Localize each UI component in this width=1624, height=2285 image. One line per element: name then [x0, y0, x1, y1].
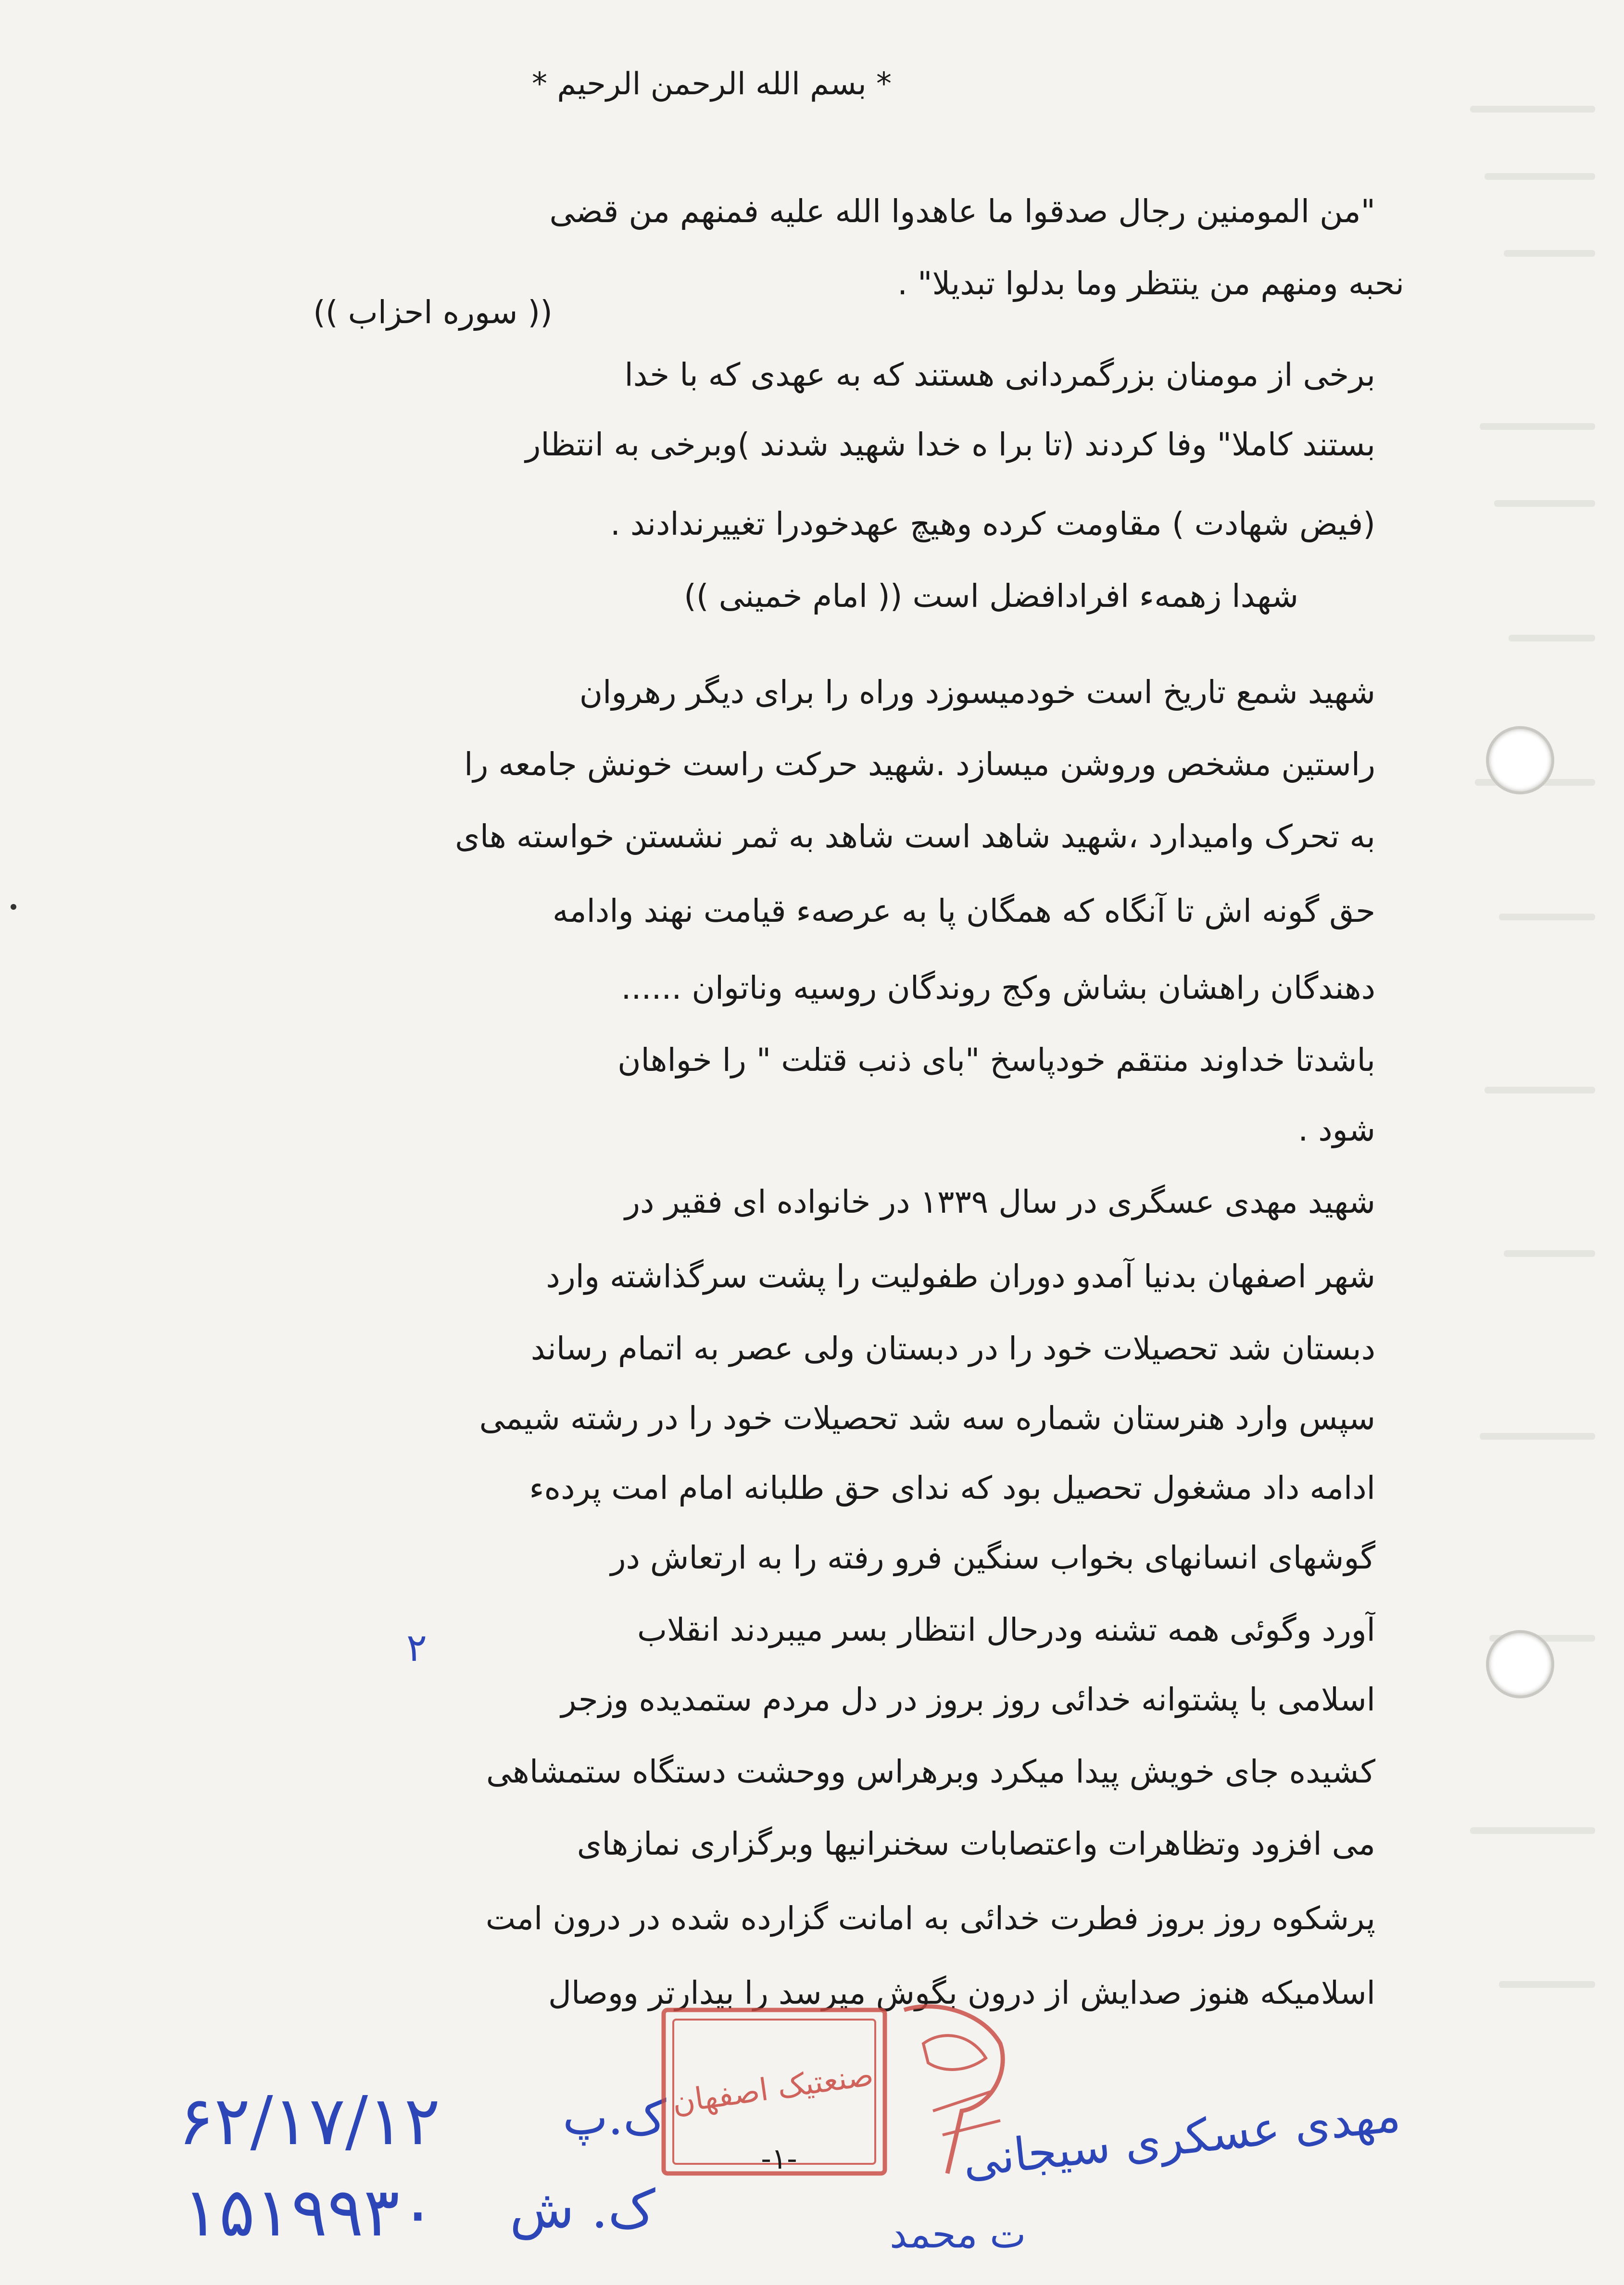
quote-line-1: "من المومنین رجال صدقوا ما عاهدوا الله علیه فمنهم من قضی — [549, 193, 1375, 230]
handwritten-signature: ت محمد — [890, 2212, 1026, 2257]
handwritten-margin-mark: ۲ — [406, 1625, 427, 1670]
paragraph-3-line-4: سپس وارد هنرستان شماره سه شد تحصیلات خود را در رشته شیمی — [479, 1400, 1375, 1437]
handwritten-code-1: ک.پ — [563, 2089, 667, 2146]
paragraph-3-line-6: گوشهای انسانهای بخواب سنگین فرو رفته را به ارتعاش در — [610, 1539, 1375, 1576]
paragraph-1-line-1: برخی از مومنان بزرگمردانی هستند که به عهدی که با خدا — [624, 356, 1375, 393]
stamp-label: صنعتیک اصفهان — [670, 2057, 876, 2121]
paragraph-1-line-3: (فیض شهادت ) مقاومت کرده وهیچ عهدخودرا تغییرندادند . — [610, 505, 1375, 542]
paragraph-3-line-12: اسلامیکه هنوز صدایش از درون بگوش میرسد را بیدارتر ووصال — [548, 1974, 1375, 2011]
paragraph-3-line-2: شهر اصفهان بدنیا آمدو دوران طفولیت را پشت سرگذاشته وارد — [546, 1258, 1375, 1295]
paragraph-2-line-7: شود . — [1298, 1111, 1375, 1148]
paragraph-2-line-1: شهید شمع تاریخ است خودمیسوزد وراه را برای دیگر رهروان — [579, 674, 1375, 711]
paragraph-3-line-9: کشیده جای خویش پیدا میکرد وبرهراس ووحشت دستگاه ستمشاهی — [486, 1753, 1375, 1790]
quote-line-2: نحبه ومنهم من ینتظر وما بدلوا تبدیلا" . — [897, 265, 1404, 302]
paragraph-3-line-10: می افزود وتظاهرات واعتصابات سخنرانیها وبرگزاری نمازهای — [577, 1825, 1375, 1862]
paragraph-2-line-3: به تحرک وامیدارد ،شهید شاهد است شاهد به ثمر نشستن خواسته های — [455, 818, 1375, 855]
quote-source: (( سوره احزاب )) — [313, 294, 553, 331]
punch-hole-top — [1486, 726, 1554, 794]
paragraph-2-line-2: راستین مشخص وروشن میسازد .شهید حرکت راست خونش جامعه را — [464, 746, 1375, 783]
punch-hole-bottom — [1486, 1630, 1554, 1698]
handwritten-number: ۱۵۱۹۹۳۰ — [183, 2173, 436, 2252]
official-stamp — [654, 1991, 1020, 2193]
paragraph-3-line-8: اسلامی با پشتوانه خدائی روز بروز در دل مردم ستمدیده وزجر — [561, 1681, 1375, 1718]
paragraph-3-line-5: ادامه داد مشغول تحصیل بود که ندای حق طلبانه امام امت پردهء — [529, 1469, 1375, 1507]
paragraph-3-line-1: شهید مهدی عسگری در سال ۱۳۳۹ در خانواده ای فقیر در — [625, 1183, 1375, 1220]
handwritten-name: مهدی عسکری سیجانی — [960, 2088, 1403, 2188]
paragraph-2-line-5: دهندگان راهشان بشاش وکج روندگان روسیه وناتوان ...... — [621, 969, 1375, 1006]
paragraph-3-line-3: دبستان شد تحصیلات خود را در دبستان ولی عصر به اتمام رساند — [530, 1330, 1375, 1367]
handwritten-code-2: ک. ش — [510, 2178, 655, 2240]
bismillah-header: * بسم الله الرحمن الرحیم * — [532, 66, 892, 102]
paragraph-1-line-4: شهدا زهمهء افرادافضل است (( امام خمینی )) — [684, 578, 1298, 615]
paragraph-1-line-2: بستند کاملا" وفا کردند (تا برا ه خدا شهید شدند )وبرخی به انتظار — [525, 426, 1375, 463]
paragraph-2-line-6: باشدتا خداوند منتقم خودپاسخ "بای ذنب قتلت " را خواهان — [617, 1042, 1375, 1079]
paragraph-3-line-11: پرشکوه روز بروز فطرت خدائی به امانت گزارده شده در درون امت — [485, 1900, 1375, 1937]
margin-dot — [11, 904, 16, 910]
page-number: -۱- — [761, 2142, 797, 2176]
handwritten-date: ۶۲/۱۷/۱۲ — [178, 2082, 441, 2160]
paragraph-2-line-4: حق گونه اش تا آنگاه که همگان پا به عرصهء قیامت نهند وادامه — [552, 892, 1375, 929]
paragraph-3-line-7: آورد وگوئی همه تشنه ودرحال انتظار بسر میبردند انقلاب — [637, 1611, 1375, 1648]
